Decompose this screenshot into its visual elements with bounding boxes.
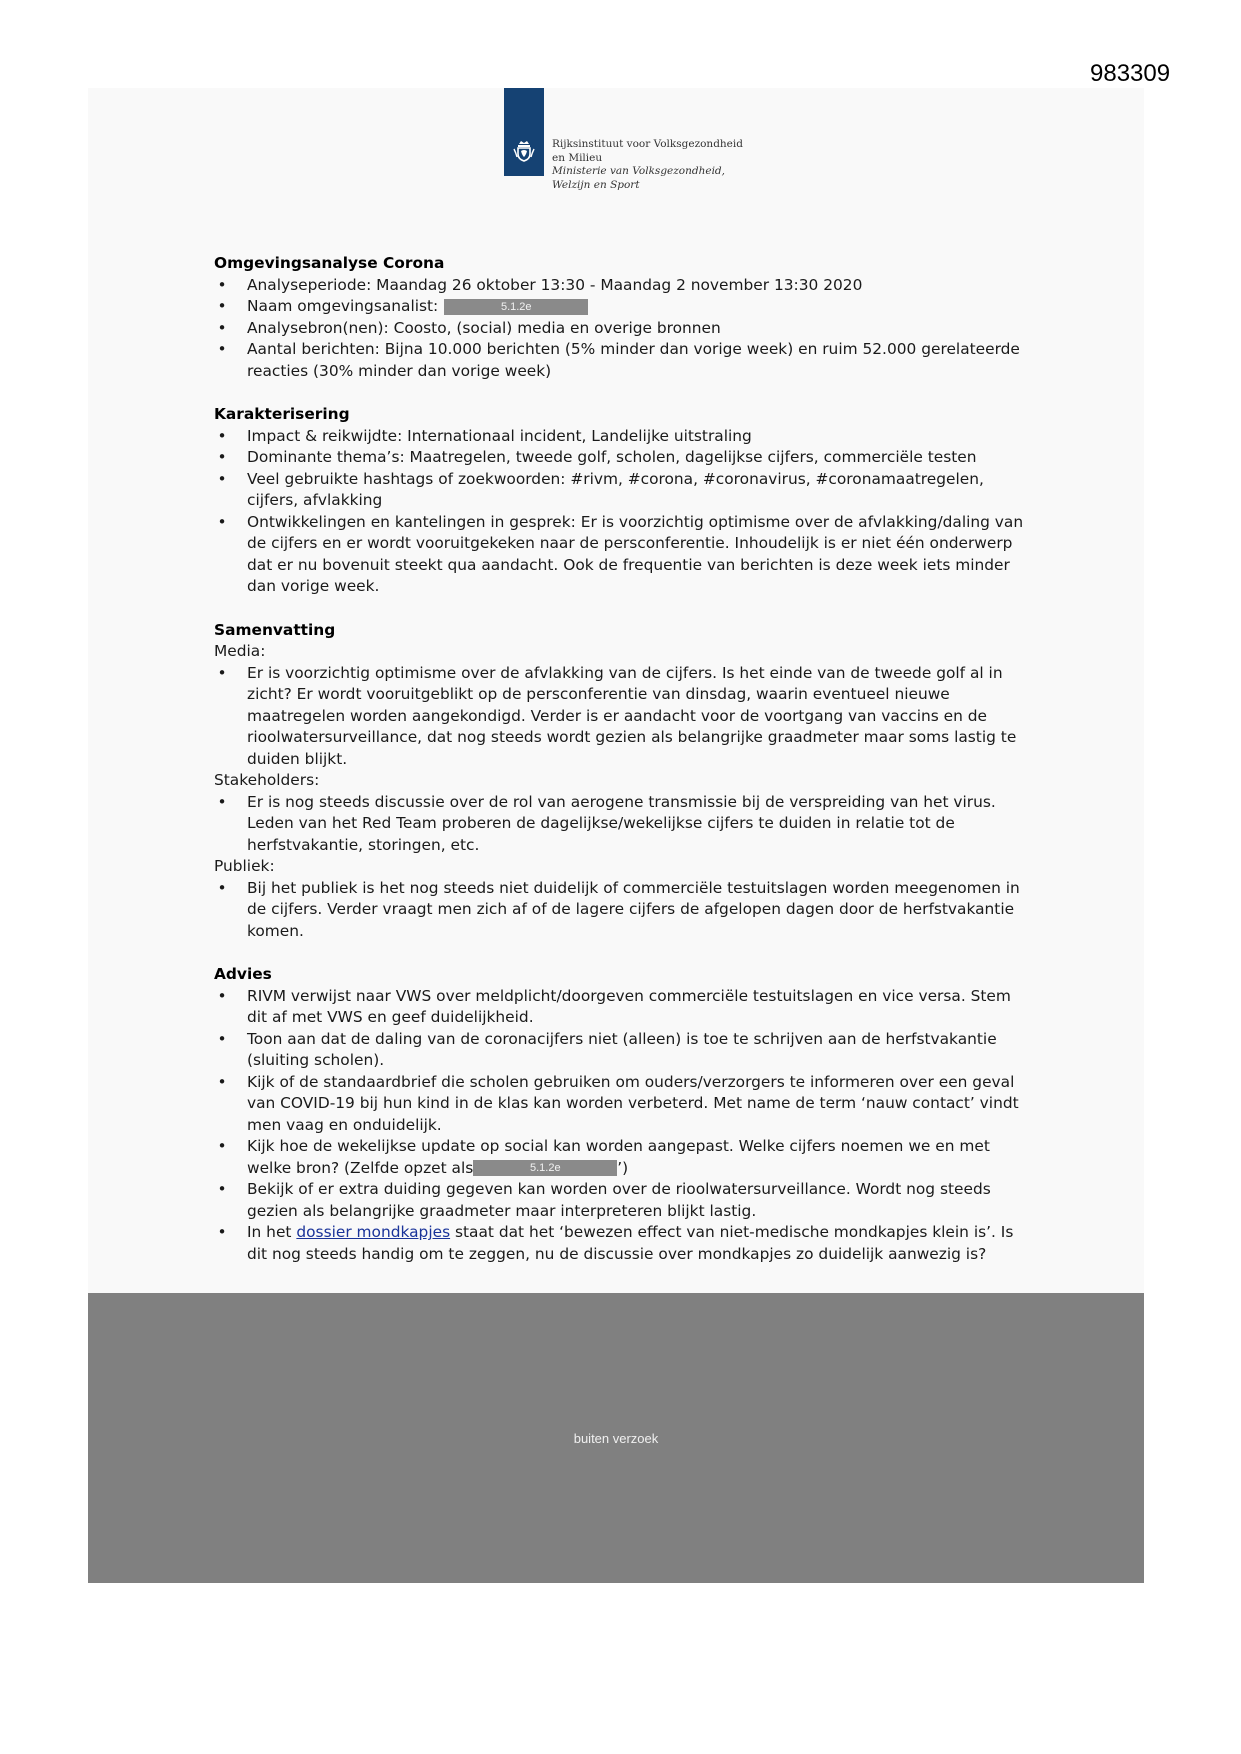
section-karakterisering (214, 404, 1034, 598)
stakeholders-list (214, 792, 1034, 857)
section-header (214, 253, 1034, 382)
list-item-text: Er is voorzichtig optimisme over de afvlakking van de cijfers. Is het einde van de tweede golf al in zicht? Er wordt vooruitgeblikt op de persconferentie van dinsdag, waarin eventueel nieuwe maatregelen worden aangekondigd. Verder is er aandacht voor de voortgang van vaccins en de rioolwatersurveillance, dat nog steeds wordt gezien als belangrijke graadmeter maar soms lastig te duiden blijkt. (247, 663, 1017, 768)
list-item-text: Dominante thema’s: Maatregelen, tweede golf, scholen, dagelijkse cijfers, commerciële testen (247, 448, 977, 466)
bullet: • (217, 426, 227, 445)
document-title: Omgevingsanalyse Corona (214, 254, 445, 272)
list-item-text: RIVM verwijst naar VWS over meldplicht/doorgeven commerciële testuitslagen en vice versa. Stem dit af met VWS en geef duidelijkheid. (247, 986, 1011, 1026)
bullet: • (217, 1137, 227, 1155)
redaction-box: 5.1.2e (444, 299, 588, 315)
bullet: • (217, 878, 227, 897)
bullet: • (217, 663, 227, 682)
logo-line: Rijksinstituut voor Volksgezondheid (552, 138, 743, 150)
list-item (214, 469, 1034, 512)
bullet: • (217, 448, 227, 466)
message-count: Aantal berichten: Bijna 10.000 berichten (5% minder dan vorige week) en ruim 52.000 gerelateerde reacties (30% minder dan vorige week) (247, 340, 1020, 380)
list-item (214, 878, 1034, 943)
bullet: • (217, 318, 227, 337)
analysis-sources: Analysebron(nen): Coosto, (social) media en overige bronnen (247, 318, 721, 337)
bullet: • (217, 469, 227, 488)
list-item (214, 986, 1034, 1029)
dossier-mondkapjes-link[interactable]: dossier mondkapjes (296, 1223, 451, 1241)
section-samenvatting (214, 620, 1034, 943)
bullet: • (217, 275, 227, 294)
subsection-label: Stakeholders: (214, 771, 320, 789)
subsection-label: Media: (214, 642, 266, 660)
list-item-text: Veel gebruikte hashtags of zoekwoorden: #rivm, #corona, #coronavirus, #coronamaatregelen, cijfers, afvlakking (247, 469, 984, 509)
list-item-text: Bij het publiek is het nog steeds niet duidelijk of commerciële testuitslagen worden meegenomen in de cijfers. Verder vraagt men zich af of de lagere cijfers de afgelopen dagen door de herfstvakantie komen. (247, 878, 1020, 940)
bullet: • (217, 512, 227, 531)
list-item-text: staat dat het ‘bewezen effect van niet-medische mondkapjes klein is’. Is dit nog steeds handig om te zeggen, nu de discussie over mondkapjes zo duidelijk aanwezig is? (247, 1223, 1014, 1263)
list-item-text: ’) (617, 1158, 629, 1177)
logo-bar (504, 88, 544, 176)
list-item (214, 447, 1034, 469)
section-title: Karakterisering (214, 405, 350, 423)
list-item-text: Kijk hoe de wekelijkse update op social kan worden aangepast. Welke cijfers noemen we en met welke bron? (Zelfde opzet als (247, 1137, 990, 1177)
logo-line: Ministerie van Volksgezondheid, (552, 165, 725, 177)
list-item (214, 426, 1034, 448)
list-item (214, 1029, 1034, 1072)
subsection-label: Publiek: (214, 857, 275, 875)
logo-line: en Milieu (552, 151, 603, 164)
list-item-text: Kijk of de standaardbrief die scholen gebruiken om ouders/verzorgers te informeren over een geval van COVID-19 bij hun kind in de klas kan worden verbeterd. Met name de term ‘nauw contact’ vindt men vaag en onduidelijk. (247, 1072, 1019, 1134)
section-advies (214, 964, 1034, 1265)
section-title: Samenvatting (214, 620, 336, 639)
list-item-text: Bekijk of er extra duiding gegeven kan worden over de rioolwatersurveillance. Wordt nog steeds gezien als belangrijke graadmeter maar interpreteren blijkt lastig. (247, 1180, 991, 1220)
document-number: 983309 (1090, 60, 1171, 87)
list-item (214, 296, 1034, 318)
list-item (214, 1179, 1034, 1222)
list-item (214, 339, 1034, 382)
advies-list (214, 986, 1034, 1266)
list-item-text: Er is nog steeds discussie over de rol van aerogene transmissie bij de verspreiding van het virus. Leden van het Red Team proberen de dagelijkse/wekelijkse cijfers te duiden in relatie tot de herfstvakantie, storingen, etc. (247, 792, 996, 854)
section-title: Advies (214, 965, 272, 983)
outside-request-label: buiten verzoek (573, 1430, 659, 1446)
bullet: • (217, 1072, 227, 1091)
outside-request-redaction (88, 1293, 1144, 1583)
crown-lion-crest-icon (510, 138, 538, 164)
list-item-text: Toon aan dat de daling van de coronacijfers niet (alleen) is toe te schrijven aan de herfstvakantie (sluiting scholen). (247, 1029, 997, 1069)
bullet: • (217, 340, 227, 358)
list-item (214, 275, 1034, 297)
publiek-list (214, 878, 1034, 943)
list-item-text: In het (247, 1223, 292, 1241)
bullet: • (217, 1029, 227, 1048)
bullet: • (217, 792, 227, 811)
karakterisering-list (214, 426, 1034, 598)
bullet: • (217, 297, 227, 315)
list-item (214, 1222, 1034, 1265)
list-item-text: Ontwikkelingen en kantelingen in gesprek: Er is voorzichtig optimisme over de afvlakking/daling van de cijfers en er wordt vooruitgekeken naar de persconferentie. Inhoudelijk is er niet één onderwerp dat er nu bovenuit steekt qua aandacht. Ook de frequentie van berichten is deze week iets minder dan vorige week. (247, 512, 1024, 595)
document-body (214, 253, 1034, 1287)
logo-line: Welzijn en Sport (552, 178, 640, 191)
list-item (214, 512, 1034, 598)
list-item (214, 1136, 1034, 1179)
media-list (214, 663, 1034, 771)
header-list (214, 275, 1034, 383)
list-item (214, 318, 1034, 340)
redaction-box: 5.1.2e (473, 1160, 617, 1176)
analyst-label: Naam omgevingsanalist: (247, 297, 439, 315)
analysis-period: Analyseperiode: Maandag 26 oktober 13:30 - Maandag 2 november 13:30 2020 (247, 275, 863, 294)
list-item-text: Impact & reikwijdte: Internationaal incident, Landelijke uitstraling (247, 426, 752, 445)
bullet: • (217, 1223, 227, 1241)
list-item (214, 792, 1034, 857)
bullet: • (217, 1180, 227, 1198)
list-item (214, 663, 1034, 771)
logo-text (552, 138, 792, 192)
bullet: • (217, 986, 227, 1005)
list-item (214, 1072, 1034, 1137)
